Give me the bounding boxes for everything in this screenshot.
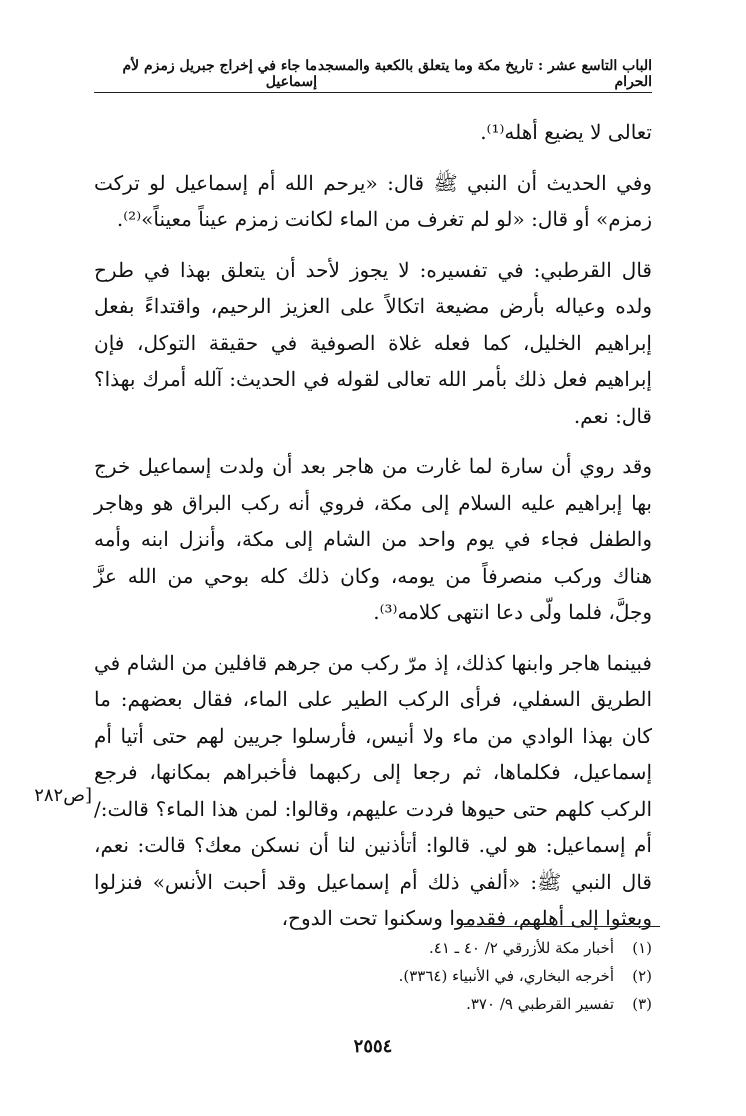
main-text bbox=[94, 114, 652, 937]
paragraph-2: وفي الحديث أن النبي ﷺ قال: «يرحم الله أم إسماعيل لو تركت زمزم» أو قال: «لو لم تغرف من الماء لكانت زمزم عيناً معيناً»⁽²⁾. bbox=[94, 170, 652, 231]
footnote-text: أخرجه البخاري، في الأنبياء (٣٣٦٤). bbox=[398, 967, 614, 985]
paragraph-gap bbox=[94, 434, 652, 448]
original-page-marker: [ص٢٨٢ bbox=[34, 785, 92, 806]
footnote-number: (٣) bbox=[632, 995, 652, 1013]
paragraph-gap bbox=[94, 238, 652, 252]
footnote-text: تفسير القرطبي ٩/ ٣٧٠. bbox=[466, 995, 614, 1013]
footnote-1 bbox=[94, 934, 652, 962]
footnotes bbox=[94, 934, 652, 1018]
paragraph-gap bbox=[94, 151, 652, 165]
footnote-2 bbox=[94, 962, 652, 990]
page-number: ٢٥٥٤ bbox=[353, 1036, 393, 1057]
paragraph-gap bbox=[94, 631, 652, 645]
paragraph-4: وقد روي أن سارة لما غارت من هاجر بعد أن ولدت إسماعيل خرج بها إبراهيم عليه السلام إلى مكة، فروي أنه ركب البراق هو وهاجر والطفل فجاء في يوم واحد من الشام إلى مكة، وأنزل ابنه وأمه هناك وركب منصرفاً من يومه، وكان ذلك كله بوحي من الله عزَّ وجلَّ، فلما ولّى دعا انتهى كلامه⁽³⁾. bbox=[94, 454, 652, 624]
chapter-heading: الباب التاسع عشر : تاريخ مكة وما يتعلق بالكعبة والمسجد الحرام bbox=[317, 58, 652, 90]
footnote-text: أخبار مكة للأزرقي ٢/ ٤٠ ـ ٤١. bbox=[429, 939, 614, 957]
paragraph-5: فبينما هاجر وابنها كذلك، إذ مرّ ركب من جرهم قافلين من الشام في الطريق السفلي، فرأى الركب الطير على الماء، فقال بعضهم: ما كان بهذا الوادي من ماء ولا أنيس، فأرسلوا جريين لهم حتى أتيا أم إسماعيل، فكلماها، ثم رجعا إلى ركبهما فأخبراهم بمكانها، فرجع الركب كلهم حتى حيوها فردت عليهم، وقالوا: لمن هذا الماء؟ قالت:/ أم إسماعيل: هو لي. قالوا: أتأذنين لنا أن نسكن معك؟ قالت: نعم، قال النبي ﷺ: «ألفي ذلك أم إسماعيل وقد أحبت الأنس» فنزلوا وبعثوا إلى أهلهم، فقدموا وسكنوا تحت الدوح، bbox=[94, 650, 653, 930]
footnote-3 bbox=[94, 990, 652, 1018]
header-divider bbox=[94, 92, 652, 93]
footnote-divider bbox=[464, 926, 660, 927]
footnote-number: (٢) bbox=[632, 967, 652, 985]
section-heading: ما جاء في إخراج جبريل زمزم لأم إسماعيل bbox=[122, 58, 317, 90]
paragraph-3: قال القرطبي: في تفسيره: لا يجوز لأحد أن يتعلق بهذا في طرح ولده وعياله بأرض مضيعة اتكالاً على العزيز الرحيم، واقتداءً بفعل إبراهيم الخليل، كما فعله غلاة الصوفية في حقيقة التوكل، فإن إبراهيم فعل ذلك بأمر الله تعالى لقوله في الحديث: آلله أمرك بهذا؟ قال: نعم. bbox=[94, 257, 652, 428]
running-header bbox=[94, 60, 652, 88]
paragraph-1: تعالى لا يضيع أهله⁽¹⁾. bbox=[480, 120, 652, 144]
footnote-number: (١) bbox=[632, 939, 652, 957]
